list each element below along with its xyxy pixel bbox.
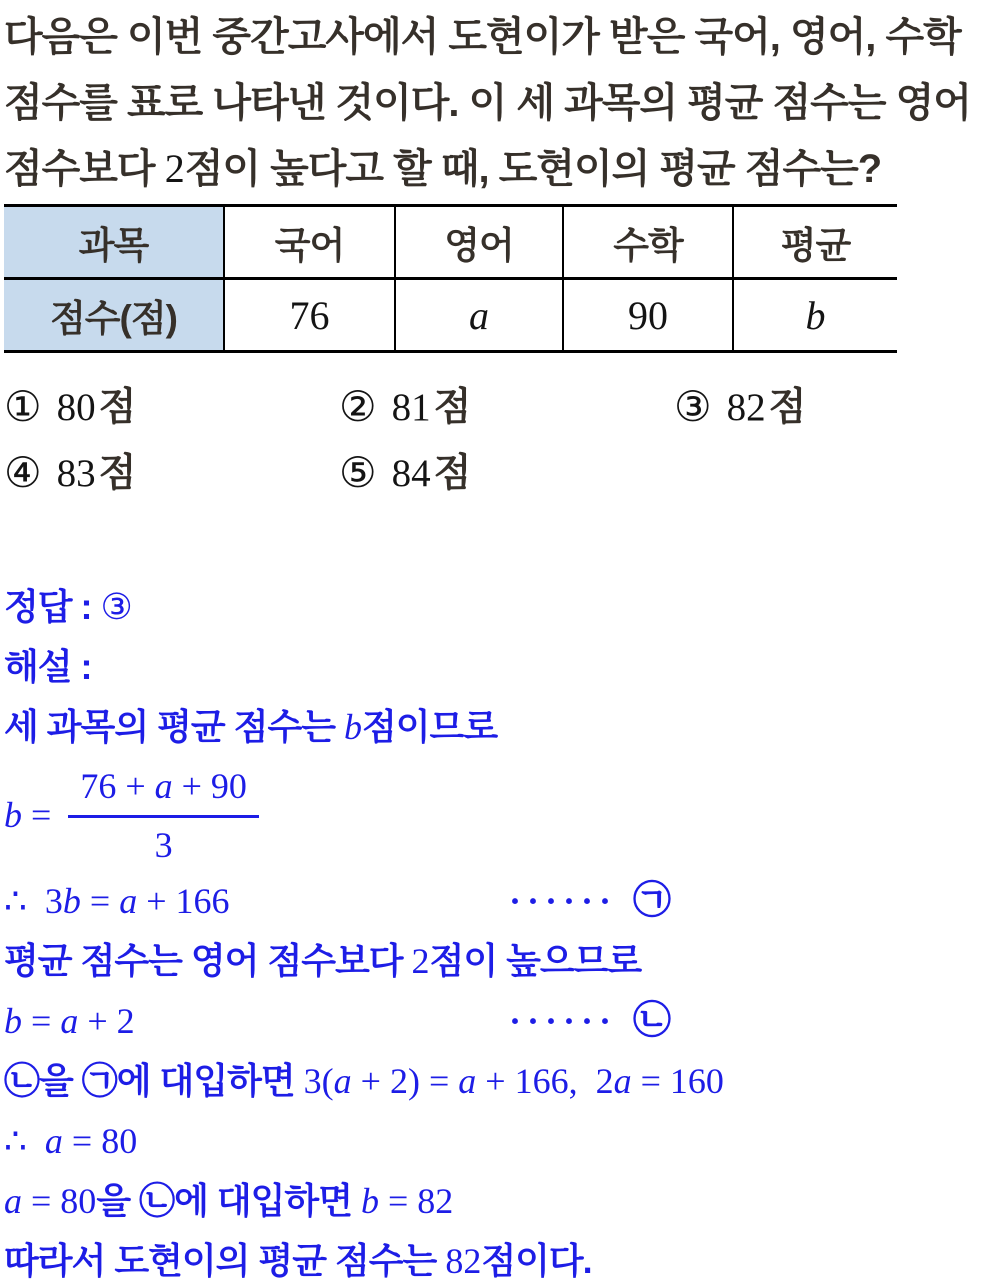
choice-value: 82 bbox=[726, 386, 766, 429]
math-segment: a bbox=[60, 1001, 79, 1041]
column-header-cell: 국어 bbox=[223, 207, 394, 277]
solution-section bbox=[4, 585, 993, 1281]
math-segment: = bbox=[22, 795, 61, 835]
choice-marker: ① bbox=[4, 385, 42, 431]
korean-segment: 점이므로 bbox=[362, 706, 498, 747]
korean-segment: 점이 높으므로 bbox=[429, 940, 642, 981]
choice-value: 84 bbox=[391, 452, 431, 495]
solution-line-a-result bbox=[4, 1119, 993, 1163]
choice-marker: ② bbox=[339, 385, 377, 431]
dots-leader: ······ bbox=[509, 1001, 618, 1041]
table-row bbox=[4, 207, 897, 277]
math-segment: = bbox=[80, 881, 120, 921]
math-segment: 76 + bbox=[80, 765, 155, 806]
math-segment: b bbox=[4, 795, 22, 835]
dots-leader: ······ bbox=[509, 881, 618, 921]
korean-segment: 세 과목의 평균 점수는 bbox=[4, 706, 344, 747]
korean-segment: 을 ㉡에 대입하면 bbox=[96, 1180, 361, 1221]
math-segment: b bbox=[62, 881, 81, 921]
choice-unit: 점 bbox=[768, 386, 806, 429]
math-segment: a bbox=[613, 1061, 632, 1101]
math-segment: + 166 bbox=[137, 881, 230, 921]
solution-line-avg-vs-english bbox=[4, 939, 993, 983]
choice-unit: 점 bbox=[433, 452, 471, 495]
equation-reference bbox=[509, 999, 671, 1043]
math-segment: + 166, 2 bbox=[476, 1061, 614, 1101]
math-segment: ∴ bbox=[4, 1121, 45, 1161]
column-header-cell: 영어 bbox=[394, 207, 562, 277]
choice-item bbox=[674, 385, 993, 431]
row-header-cell: 과목 bbox=[4, 207, 223, 277]
question-segment: 점이 높다고 할 때, 도현이의 평균 점수는? bbox=[184, 147, 882, 191]
choice-unit: 점 bbox=[433, 386, 471, 429]
fraction-denominator: 3 bbox=[154, 824, 173, 865]
solution-line-b-result bbox=[4, 1179, 993, 1223]
ref-marker: ㉡ bbox=[633, 1000, 672, 1042]
choice-unit: 점 bbox=[98, 452, 136, 495]
question-segment: 다음은 이번 중간고사에서 도현이가 받은 국어, 영어, 수학 점수를 표로 나타낸 것이다. 이 세 과목의 평균 점수는 영어 점수보다 bbox=[4, 15, 981, 191]
fraction-numerator bbox=[68, 764, 259, 818]
math-segment: 3( bbox=[303, 1061, 334, 1101]
math-segment: = 80 bbox=[22, 1181, 97, 1221]
math-segment: 2 bbox=[411, 941, 430, 981]
math-segment: a bbox=[333, 1061, 352, 1101]
korean-segment: 정답 : bbox=[4, 586, 101, 627]
fraction bbox=[68, 764, 259, 867]
solution-line-equation-2 bbox=[4, 999, 993, 1043]
column-header-cell: 평균 bbox=[732, 207, 897, 277]
equation-reference bbox=[509, 879, 671, 923]
math-segment: ③ bbox=[100, 587, 133, 627]
math-segment: + 90 bbox=[172, 765, 247, 806]
choice-value: 80 bbox=[56, 386, 96, 429]
choice-item bbox=[339, 385, 674, 431]
math-segment: a bbox=[4, 1181, 22, 1221]
choice-marker: ③ bbox=[674, 385, 712, 431]
choice-item bbox=[4, 385, 339, 431]
solution-line-explanation-label bbox=[4, 645, 993, 689]
math-segment: = bbox=[22, 1001, 61, 1041]
ref-marker: ㉠ bbox=[633, 880, 672, 922]
math-segment: = 82 bbox=[378, 1181, 454, 1221]
choice-unit: 점 bbox=[98, 386, 136, 429]
value-cell: a bbox=[394, 280, 562, 350]
choice-value: 83 bbox=[56, 452, 96, 495]
column-header-cell: 수학 bbox=[562, 207, 732, 277]
math-segment: b bbox=[344, 707, 362, 747]
math-segment: a bbox=[458, 1061, 477, 1101]
korean-segment: 따라서 도현이의 평균 점수는 bbox=[4, 1240, 446, 1281]
korean-segment: 점이다. bbox=[481, 1240, 592, 1281]
korean-segment: 평균 점수는 영어 점수보다 bbox=[4, 940, 412, 981]
math-segment: a bbox=[154, 765, 173, 806]
math-segment: + 2 bbox=[78, 1001, 135, 1041]
row-header-cell: 점수(점) bbox=[4, 280, 223, 350]
value-cell: 76 bbox=[223, 280, 394, 350]
choice-item bbox=[339, 451, 674, 497]
math-segment: + 2) = bbox=[351, 1061, 459, 1101]
choice-value: 81 bbox=[391, 386, 431, 429]
math-segment: a bbox=[119, 881, 138, 921]
question-text bbox=[4, 4, 989, 202]
choice-item bbox=[4, 451, 339, 497]
solution-line-avg-intro bbox=[4, 705, 993, 749]
math-segment: 82 bbox=[445, 1241, 482, 1281]
choice-marker: ④ bbox=[4, 451, 42, 497]
table-row bbox=[4, 277, 897, 350]
korean-segment: 해설 : bbox=[4, 646, 101, 687]
choice-list bbox=[4, 385, 993, 497]
solution-line-answer bbox=[4, 585, 993, 629]
solution-line-substitution bbox=[4, 1059, 993, 1103]
math-segment: b bbox=[4, 1001, 22, 1041]
solution-line-avg-equation bbox=[4, 765, 993, 865]
solution-line-conclusion bbox=[4, 1239, 993, 1281]
math-segment: = 160 bbox=[631, 1061, 724, 1101]
score-table bbox=[4, 204, 897, 353]
math-segment: ∴ 3 bbox=[4, 881, 63, 921]
value-cell: 90 bbox=[562, 280, 732, 350]
value-cell: b bbox=[732, 280, 897, 350]
question-segment: 2 bbox=[164, 146, 185, 191]
solution-line-equation-1 bbox=[4, 879, 993, 923]
math-segment: = 80 bbox=[62, 1121, 138, 1161]
math-segment: a bbox=[44, 1121, 63, 1161]
choice-marker: ⑤ bbox=[339, 451, 377, 497]
korean-segment: ㉡을 ㉠에 대입하면 bbox=[4, 1060, 304, 1101]
math-segment: b bbox=[360, 1181, 379, 1221]
